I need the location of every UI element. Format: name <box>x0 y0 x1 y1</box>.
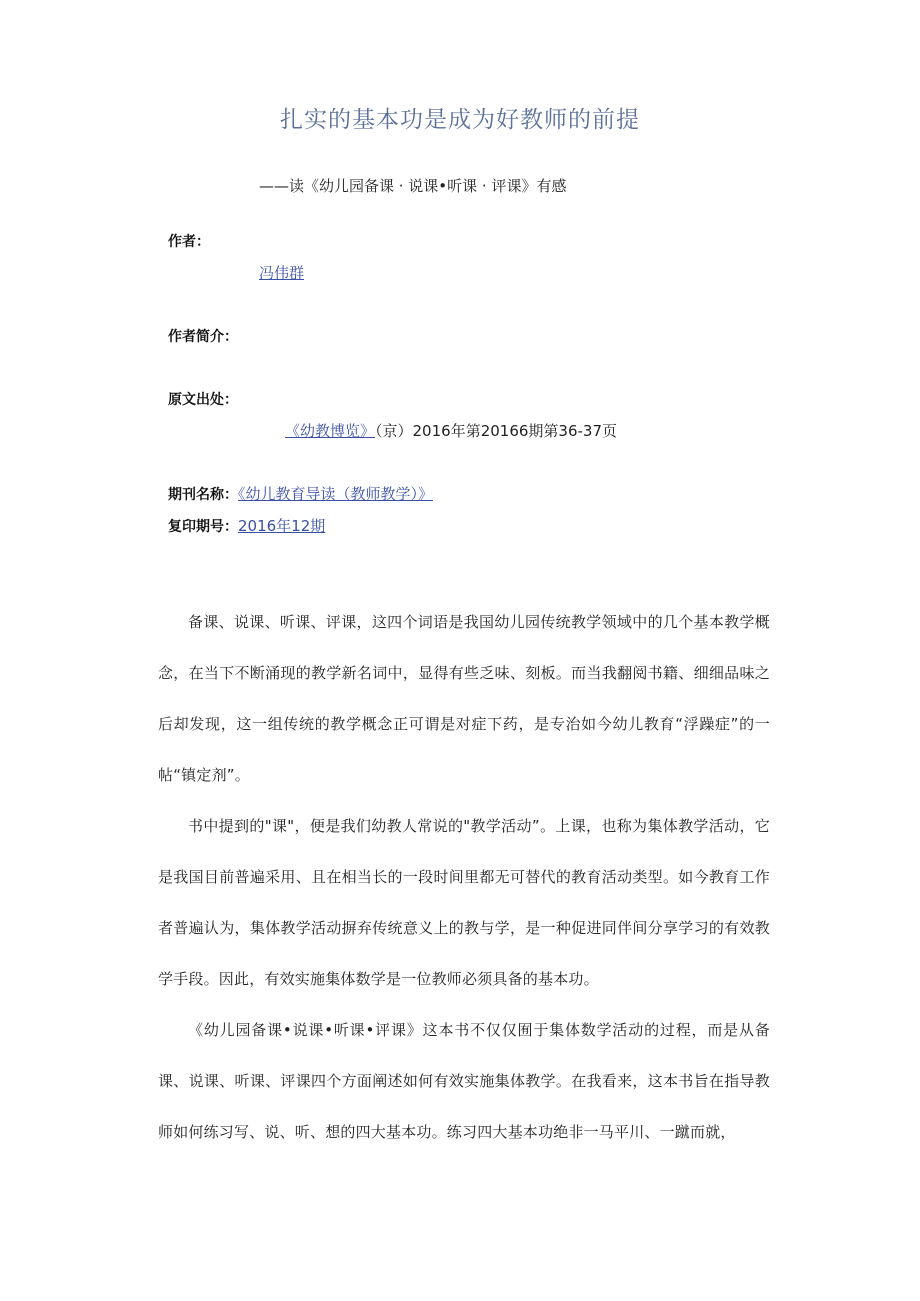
journal-link[interactable]: 《幼儿教育导读（教师教学）》 <box>238 485 434 503</box>
journal-label: 期刊名称： <box>168 487 238 503</box>
author-label: 作者： <box>168 234 210 250</box>
author-name-text[interactable]: 冯伟群 <box>259 264 305 282</box>
reprint-link[interactable]: 2016年12期 <box>238 517 326 535</box>
article-subtitle: ——读《幼儿园备课 · 说课•听课 · 评课》有感 <box>259 177 567 195</box>
body-paragraph: 备课、说课、听课、评课，这四个词语是我国幼儿园传统教学领域中的几个基本教学概念，在当下不断涌现的教学新名词中，显得有些乏味、刻板。而当我翻阅书籍、细细品味之后却发现，这一组传统的教学概念正可谓是对症下药，是专治如今幼儿教育“浮躁症”的一帖“镇定剂”。 <box>158 613 770 784</box>
source-label: 原文出处： <box>168 392 238 408</box>
body-paragraph: 《幼儿园备课•说课•听课•评课》这本书不仅仅囿于集体数学活动的过程，而是从备课、说课、听课、评课四个方面阐述如何有效实施集体教学。在我看来，这本书旨在指导教师如何练习写、说、听、想的四大基本功。练习四大基本功绝非一马平川、一蹴而就， <box>158 1021 770 1141</box>
source-detail: （京）2016年第20166期第36-37页 <box>375 422 617 440</box>
body-paragraph: 书中提到的"课"，便是我们幼教人常说的"教学活动”。上课，也称为集体教学活动，它是我国目前普遍采用、且在相当长的一段时间里都无可替代的教育活动类型。如今教育工作者普遍认为，集体教学活动摒弃传统意义上的教与学，是一种促进同伴间分享学习的有效教学手段。因此，有效实施集体数学是一位教师必须具备的基本功。 <box>158 817 770 988</box>
reprint-label: 复印期号： <box>168 519 238 535</box>
article-title: 扎实的基本功是成为好教师的前提 <box>280 107 640 133</box>
author-name-link[interactable] <box>259 262 304 283</box>
reprint-row <box>168 515 325 536</box>
article-body <box>158 597 770 1158</box>
author-bio-label: 作者简介： <box>168 329 238 345</box>
source-line <box>285 420 617 441</box>
source-link[interactable]: 《幼教博览》 <box>285 422 376 440</box>
journal-row <box>168 483 433 504</box>
